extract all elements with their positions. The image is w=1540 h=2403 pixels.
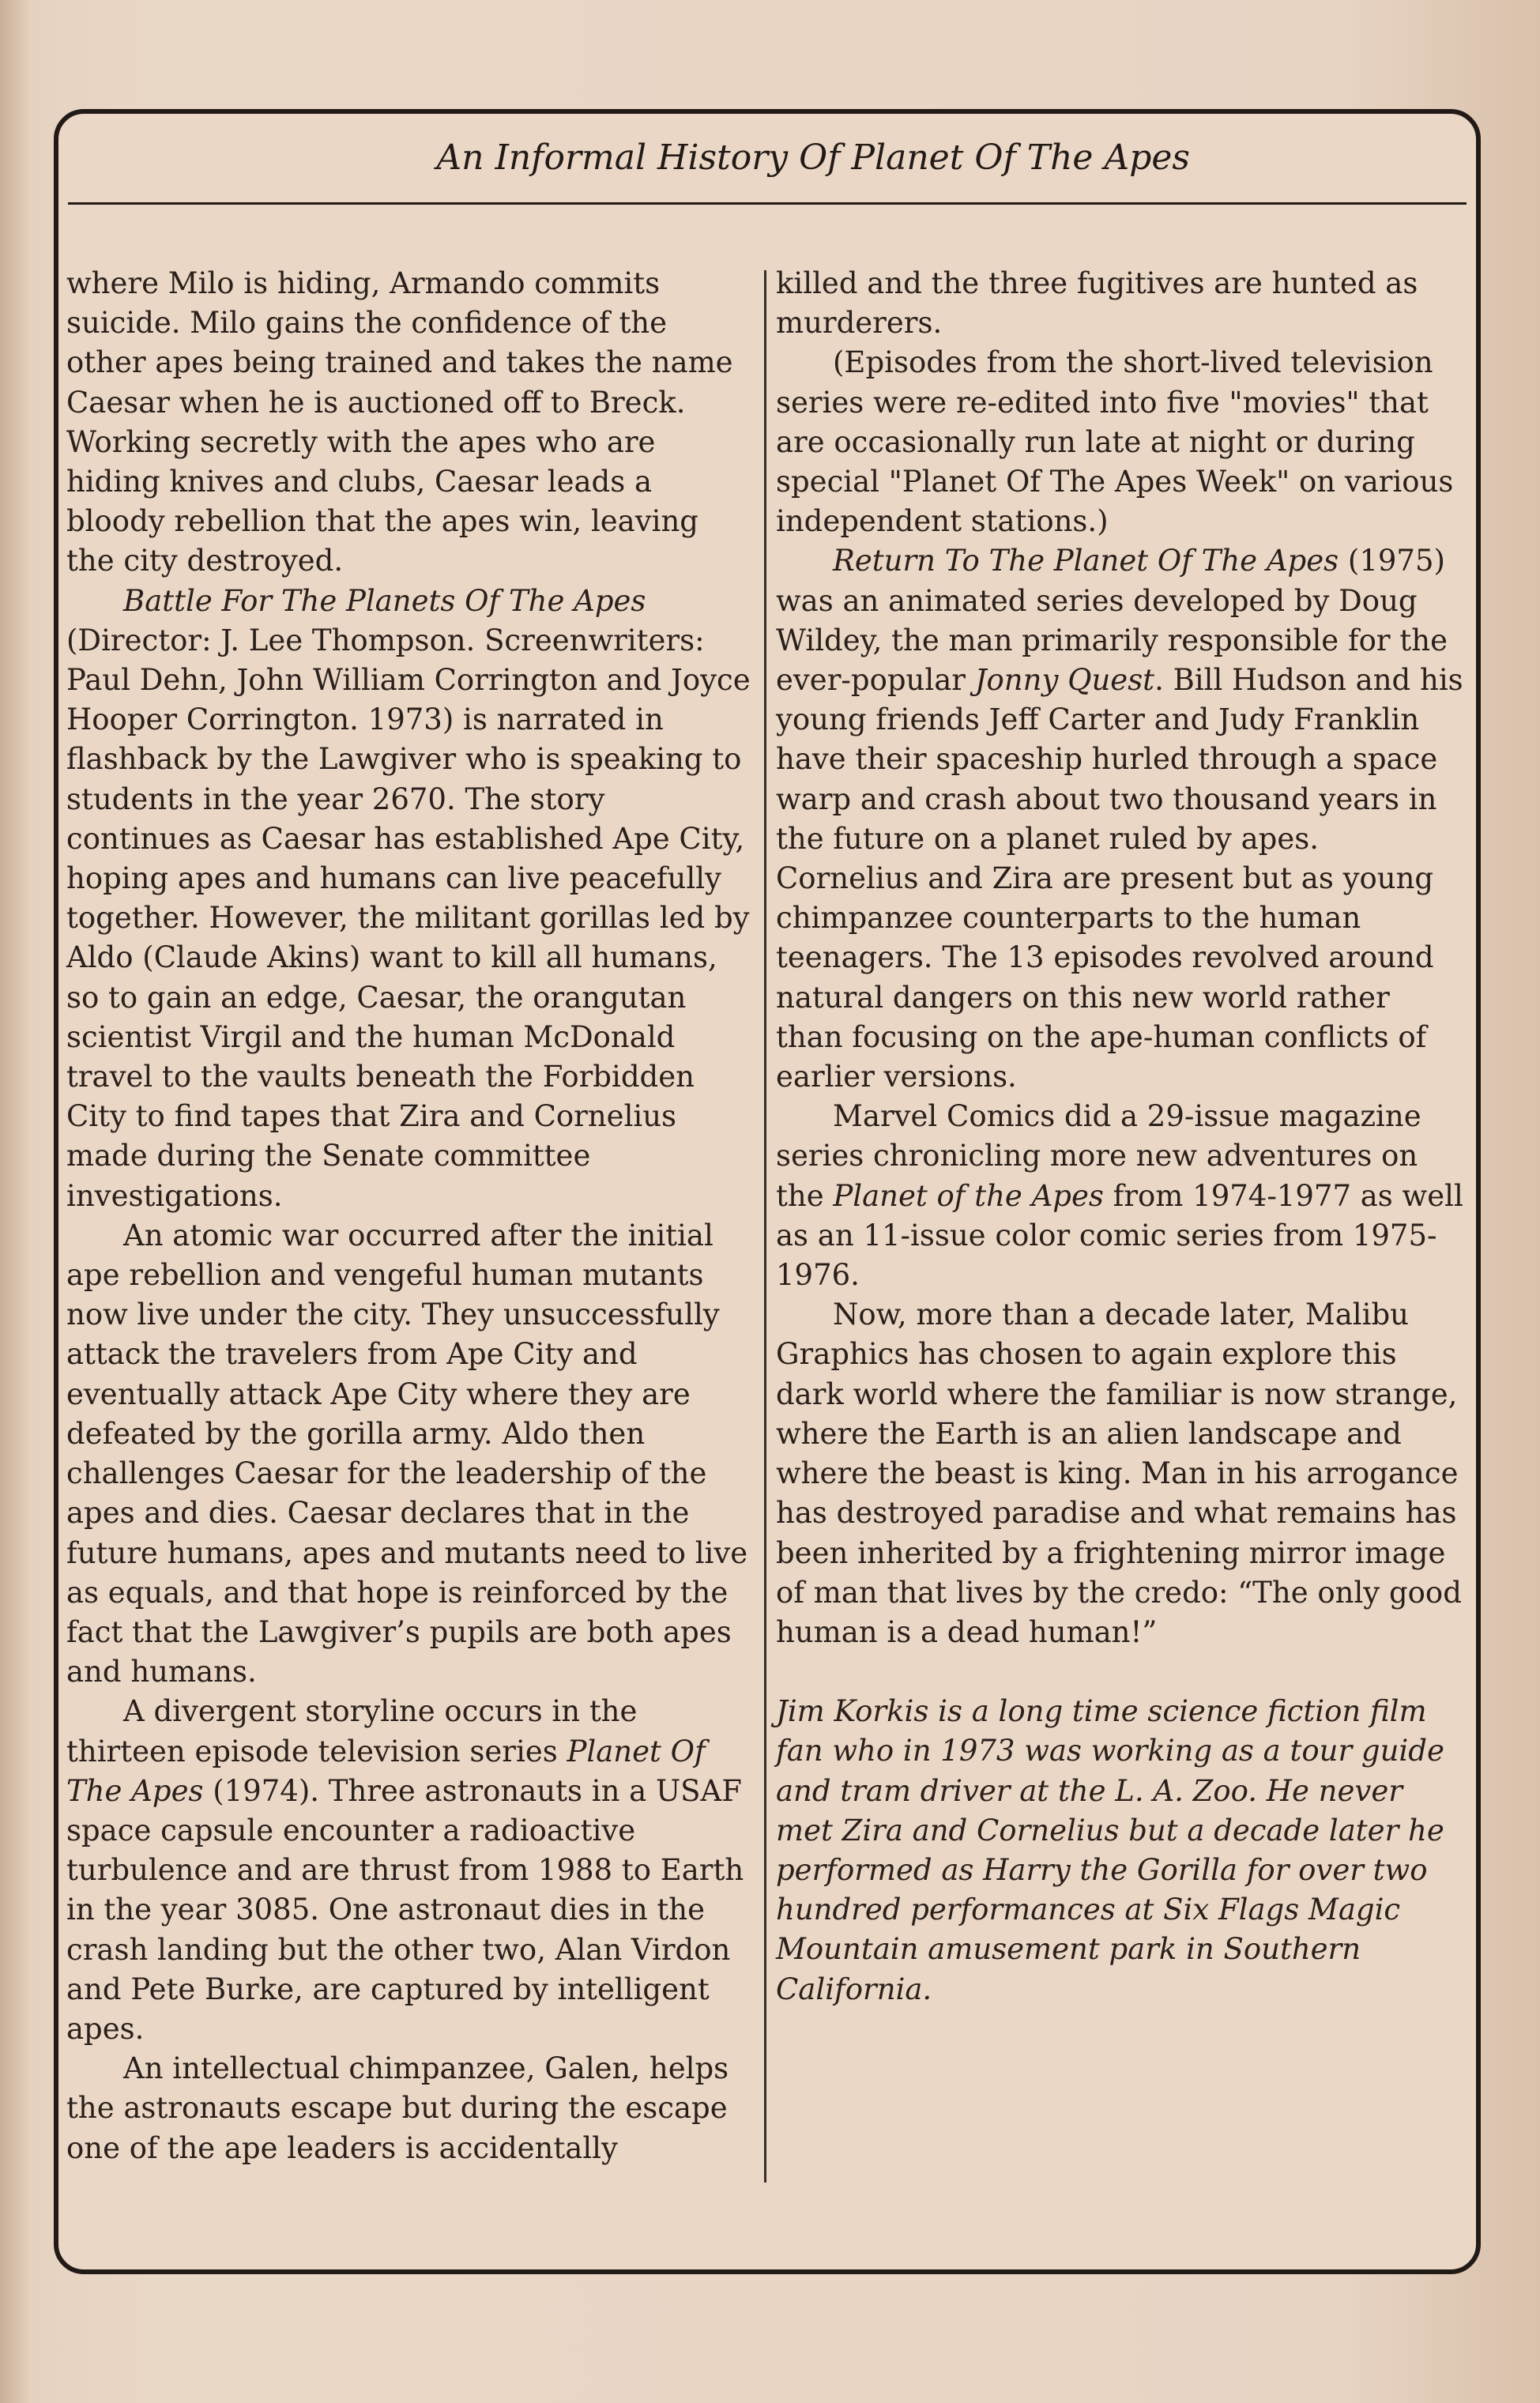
paragraph: (Episodes from the short-lived television series were re-edited into five "movies" that are occasionally run late at night or during special "Planet Of The Apes Week" on various independent stations.) [776, 345, 1454, 539]
paragraph: Now, more than a decade later, Malibu Graphics has chosen to again explore this dark world where the familiar is now strange, where the Earth is an alien landscape and where the beast is king. Man in his arrogance has destroyed paradise and what remains has been inherited by a frightening mirror image of man that lives by the credo: “The only good human is a dead human!” [776, 1298, 1462, 1649]
series-title: Return To The Planet Of The Apes [833, 544, 1339, 578]
film-title: Battle For The Planets Of The Apes [123, 583, 646, 618]
right-column [776, 264, 1463, 2009]
paragraph-text: (Director: J. Lee Thompson. Screenwriters: Paul Dehn, John William Corrington and Joyce Hooper Corrington. 1973) is narrated in flashback by the Lawgiver who is speaking to students in the year 2670. The story continues as Caesar has established Ape City, hoping apes and humans can live peacefully together. However, the militant gorillas led by Aldo (Claude Akins) want to kill all humans, so to gain an edge, Caesar, the orangutan scientist Virgil and the human McDonald travel to the vaults beneath the Forbidden City to find tapes that Zira and Cornelius made during the Senate committee investigations. [66, 623, 751, 1213]
left-column [66, 264, 754, 2168]
paragraph-text: from 1974-1977 as well as an 11-issue color comic series from 1975-1976. [776, 1178, 1463, 1293]
paragraph [776, 1097, 1463, 1295]
paragraph [66, 582, 754, 1216]
paragraph: where Milo is hiding, Armando commits suicide. Milo gains the confidence of the other apes being trained and takes the name Caesar when he is auctioned off to Breck. Working secretly with the apes who are hiding knives and clubs, Caesar leads a bloody rebellion that the apes win, leaving the city destroyed. [66, 266, 733, 578]
header-title: An Informal History Of Planet Of The Apes [436, 137, 1190, 178]
paragraph-text: . Bill Hudson and his young friends Jeff Carter and Judy Franklin have their spaceship hurled through a space warp and crash about two thousand years in the future on a planet ruled by apes. Cornelius and Zira are present but as young chimpanzee counterparts to the human teenagers. The 13 episodes revolved around natural dangers on this new world rather than focusing on the ape-human conflicts of earlier versions. [776, 663, 1463, 1094]
paragraph-text: (1975) was an animated series developed by Doug Wildey, the man primarily responsible for the ever-popular [776, 544, 1448, 698]
column-divider [764, 270, 766, 2183]
series-title: Planet Of The Apes [66, 1734, 706, 1808]
paragraph: An atomic war occurred after the initial ape rebellion and vengeful human mutants now live under the city. They unsuccessfully attack the travelers from Ape City and eventually attack Ape City where they are defeated by the gorilla army. Aldo then challenges Caesar for the leadership of the apes and dies. Caesar declares that in the future humans, apes and mutants need to live as equals, and that hope is reinforced by the fact that the Lawgiver’s pupils are both apes and humans. [66, 1218, 748, 1689]
show-title: Jonny Quest [974, 663, 1155, 698]
paragraph [776, 541, 1463, 1097]
article-frame [54, 109, 1481, 2274]
paragraph-text: (1974). Three astronauts in a USAF space capsule encounter a radioactive turbulence and are thrust from 1988 to Earth in the year 3085. One astronaut dies in the crash landing but the other two, Alan Virdon and Pete Burke, are captured by intelligent apes. [66, 1773, 744, 2046]
author-bio: Jim Korkis is a long time science fiction film fan who in 1973 was working as a tour guide and tram driver at the L. A. Zoo. He never met Zira and Cornelius but a decade later he performed as Harry the Gorilla for over two hundred performances at Six Flags Magic Mountain amusement park in Southern California. [776, 1694, 1444, 2006]
running-header [68, 122, 1467, 205]
paragraph [66, 1692, 754, 2049]
paragraph: killed and the three fugitives are hunted as murderers. [776, 266, 1418, 341]
paragraph-text: A divergent storyline occurs in the thirteen episode television series [66, 1694, 638, 1768]
paragraph-text: Marvel Comics did a 29-issue magazine series chronicling more new adventures on the [776, 1099, 1421, 1213]
comic-title: Planet of the Apes [833, 1178, 1104, 1213]
paragraph: An intellectual chimpanzee, Galen, helps the astronauts escape but during the escape one of the ape leaders is accidentally [66, 2051, 729, 2165]
